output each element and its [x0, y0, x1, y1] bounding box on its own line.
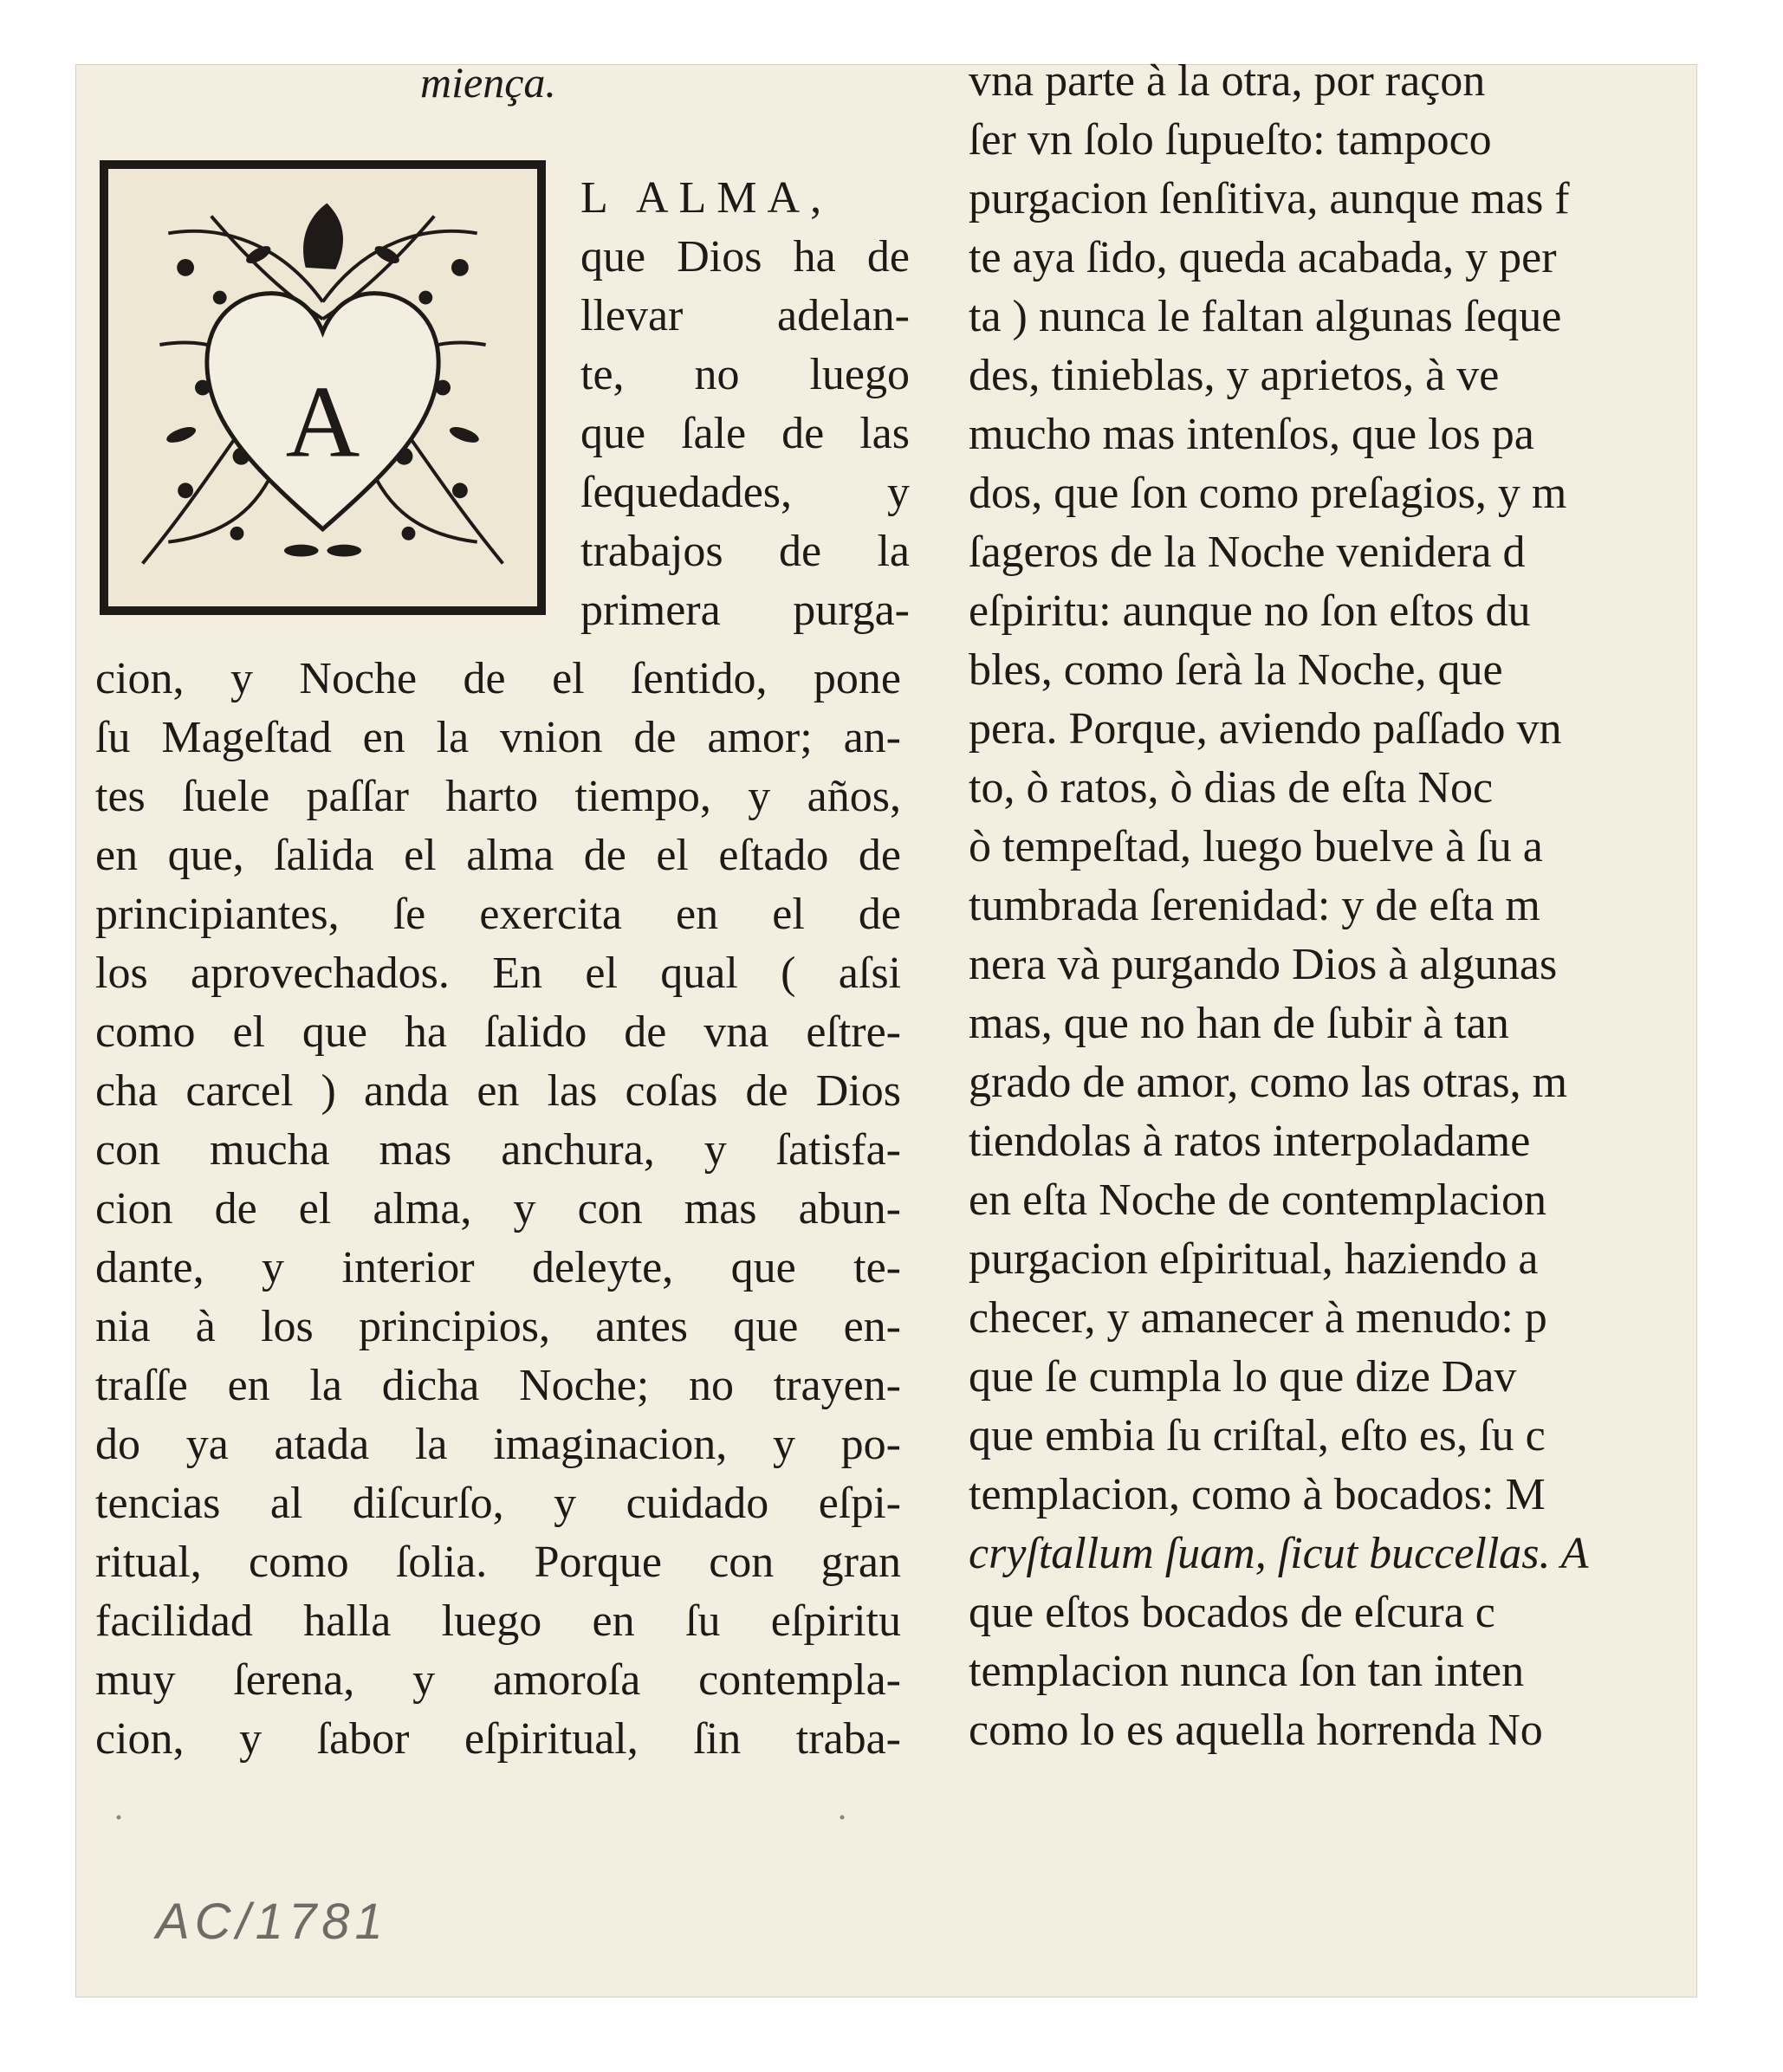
left-column-line: nia à los principios, antes que en- — [95, 1302, 901, 1351]
right-column-line: tumbrada ſerenidad: y de eſta m — [969, 881, 1540, 930]
right-column-line: grado de amor, como las otras, m — [969, 1058, 1568, 1107]
right-column-line: pera. Porque, aviendo paſſado vn — [969, 704, 1562, 754]
left-column-line: cion, y Noche de el ſentido, pone — [95, 654, 901, 703]
right-column — [969, 52, 1696, 1760]
right-column-line: ta ) nunca le faltan algunas ſeque — [969, 292, 1562, 341]
right-column-line: ò tempeſtad, luego buelve à ſu a — [969, 822, 1543, 871]
left-column-line: tencias al diſcurſo, y cuidado eſpi- — [95, 1479, 901, 1528]
right-column-line: des, tinieblas, y aprietos, à ve — [969, 351, 1500, 400]
left-column-line: como el que ha ſalido de vna eſtre- — [95, 1007, 901, 1057]
left-column-line: cion, y ſabor eſpiritual, ſin traba- — [95, 1714, 901, 1764]
left-column-line: muy ſerena, y amoroſa contempla- — [95, 1655, 901, 1705]
left-column-line: principiantes, ſe exercita en el de — [95, 890, 901, 939]
right-column-line: purgacion ſenſitiva, aunque mas f — [969, 174, 1570, 223]
opening-line: te, no luego — [580, 350, 910, 399]
opening-lines — [580, 169, 910, 640]
left-column-line: en que, ſalida el alma de el eſtado de — [95, 831, 901, 880]
right-column-line: to, ò ratos, ò dias de eſta Noc — [969, 763, 1494, 813]
right-column-line: templacion nunca ſon tan inten — [969, 1647, 1525, 1696]
ink-smudge-center: · — [836, 1798, 848, 1838]
opening-line: que Dios ha de — [580, 232, 910, 282]
right-column-line: vna parte à la otra, por raçon — [969, 56, 1486, 106]
ink-smudge-left: · — [113, 1798, 125, 1838]
right-column-line: que eſtos bocados de eſcura c — [969, 1588, 1495, 1637]
left-column-line: ſu Mageſtad en la vnion de amor; an- — [95, 713, 901, 762]
right-column-line: como lo es aquella horrenda No — [969, 1706, 1543, 1755]
left-column-line: los aprovechados. En el qual ( aſsi — [95, 949, 901, 998]
opening-line: primera purga- — [580, 586, 910, 635]
opening-line: L ALMA, — [580, 173, 833, 223]
right-column-line: purgacion eſpiritual, haziendo a — [969, 1234, 1539, 1284]
right-column-line: ſer vn ſolo ſupueſto: tampoco — [969, 115, 1492, 165]
left-column-line: do ya atada la imaginacion, y po- — [95, 1420, 901, 1469]
left-column-line: tes ſuele paſſar harto tiempo, y años, — [95, 772, 901, 821]
right-column-line: que embia ſu criſtal, eſto es, ſu c — [969, 1411, 1546, 1460]
opening-line: ſequedades, y — [580, 468, 910, 517]
right-column-line: templacion, como à bocados: M — [969, 1470, 1546, 1519]
opening-line: que ſale de las — [580, 409, 910, 458]
left-column-line: traſſe en la dicha Noche; no trayen- — [95, 1361, 901, 1410]
right-column-line: dos, que ſon como preſagios, y m — [969, 469, 1567, 518]
right-column-line: bles, como ſerà la Noche, que — [969, 645, 1503, 695]
left-column-line: cion de el alma, y con mas abun- — [95, 1184, 901, 1233]
left-column-line: con mucha mas anchura, y ſatisfa- — [95, 1125, 901, 1175]
right-column-line: eſpiritu: aunque no ſon eſtos du — [969, 586, 1531, 636]
right-column-line: tiendolas à ratos interpoladame — [969, 1117, 1531, 1166]
heart-ornament-icon — [108, 169, 537, 606]
running-header: miença. — [420, 58, 556, 107]
right-column-line: nera và purgando Dios à algunas — [969, 940, 1558, 989]
left-column — [95, 650, 901, 1769]
right-column-line: mucho mas intenſos, que los pa — [969, 410, 1534, 459]
catalog-note: AC/1781 — [156, 1894, 388, 1950]
left-column-line: facilidad halla luego en ſu eſpiritu — [95, 1596, 901, 1646]
decorated-initial — [100, 160, 546, 615]
right-column-line: en eſta Noche de contemplacion — [969, 1175, 1547, 1225]
opening-line: trabajos de la — [580, 527, 910, 576]
right-column-line: que ſe cumpla lo que dize Dav — [969, 1352, 1517, 1402]
left-column-line: ritual, como ſolia. Porque con gran — [95, 1538, 901, 1587]
right-column-line: mas, que no han de ſubir à tan — [969, 999, 1509, 1048]
right-column-line: cryſtallum ſuam, ſicut buccellas. A — [969, 1529, 1589, 1578]
opening-line: llevar adelan- — [580, 291, 910, 340]
left-column-line: cha carcel ) anda en las coſas de Dios — [95, 1066, 901, 1116]
svg-text:A: A — [285, 364, 360, 479]
left-column-line: dante, y interior deleyte, que te- — [95, 1243, 901, 1292]
right-column-line: checer, y amanecer à menudo: p — [969, 1293, 1547, 1343]
right-column-line: ſageros de la Noche venidera d — [969, 528, 1526, 577]
right-column-line: te aya ſido, queda acabada, y per — [969, 233, 1557, 282]
